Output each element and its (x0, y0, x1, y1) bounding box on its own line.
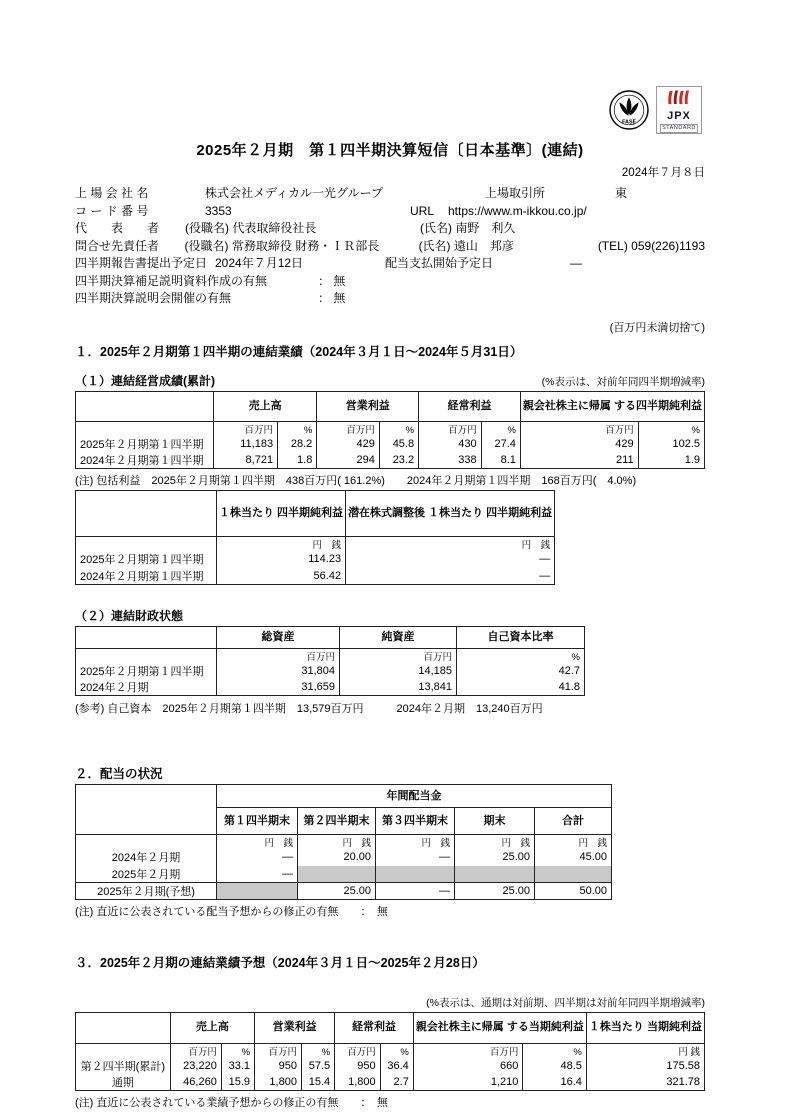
info-row-representative (75, 220, 705, 238)
financial-position-subheading: （２）連結財政状態 (75, 608, 184, 623)
table-header-row (76, 1012, 705, 1043)
company-info (75, 185, 705, 308)
unit-cell: 百万円 (419, 421, 482, 436)
blank-cell (76, 648, 217, 663)
shaded-cell (455, 866, 535, 883)
col-header-eps: １株当たり 当期純利益 (586, 1012, 704, 1043)
table-header-row (76, 391, 705, 421)
info-row-supplementary (75, 273, 705, 291)
unit-cell: % (380, 1043, 413, 1058)
info-row-briefing (75, 290, 705, 308)
info-label: コ ー ド 番 号 (75, 203, 149, 218)
value-cell: 56.42 (217, 568, 346, 585)
unit-row (76, 537, 555, 552)
unit-cell: 百万円 (317, 421, 380, 436)
info-row-filing-date (75, 255, 705, 273)
blank-header-cell (76, 626, 217, 648)
financial-position-table (75, 626, 585, 697)
unit-cell: 円 銭 (346, 537, 555, 552)
unit-cell: % (278, 421, 317, 436)
unit-cell: % (221, 1043, 254, 1058)
equity-ref-note: (参考) 自己資本 2025年２月期第１四半期 13,579百万円 2024年２月期 13,240百万円 (75, 703, 543, 715)
col-header-year-end: 期末 (455, 808, 535, 835)
col-header-net-assets: 純資産 (340, 626, 457, 648)
dividend-start-date: ― (570, 256, 582, 270)
table-row (76, 882, 612, 899)
forecast-table (75, 1012, 705, 1092)
row-label-cell: 2025年２月期 (76, 866, 217, 883)
unit-cell: 円 銭 (376, 835, 455, 850)
value-cell: 15.9 (221, 1074, 254, 1091)
value-cell: 660 (413, 1058, 523, 1075)
value-cell: 175.58 (586, 1058, 704, 1075)
table-header-row (76, 626, 585, 648)
exchange-value: 東 (615, 186, 628, 200)
section3-heading: ３．2025年２月期の連結業績予想（2024年３月１日～2025年２月28日） (75, 955, 485, 970)
value-cell: 11,183 (214, 436, 278, 453)
info-label: 四半期決算補足説明資料作成の有無 (75, 273, 268, 288)
contact-title: (役職名) 常務取締役 財務・ＩＲ部長 (184, 238, 380, 253)
value-cell: 31,804 (217, 663, 340, 680)
rounding-note: (百万円未満切捨て) (609, 321, 705, 334)
table-row (76, 1074, 705, 1091)
value-cell: 338 (419, 452, 482, 469)
jpx-logo (656, 86, 702, 134)
col-header-q2-end: 第２四半期末 (298, 808, 376, 835)
blank-header-cell (76, 491, 217, 537)
value-cell: 211 (520, 452, 638, 469)
row-label-cell: 2025年２月期第１四半期 (76, 551, 217, 568)
url-label: URL (410, 203, 435, 218)
row-label-cell: 2025年２月期(予想) (76, 882, 217, 899)
table-header-row (76, 491, 555, 537)
unit-cell: 円 銭 (217, 835, 298, 850)
value-cell: 46,260 (170, 1074, 221, 1091)
value-cell: 27.4 (481, 436, 520, 453)
col-header-ordinary-profit: 経常利益 (419, 391, 521, 421)
section1-heading: １．2025年２月期第１四半期の連結業績（2024年３月１日～2024年５月31日） (75, 344, 523, 359)
value-cell: 31,659 (217, 679, 340, 696)
blank-header-cell (76, 391, 214, 421)
unit-cell: 円 銭 (455, 835, 535, 850)
header-logos (609, 86, 702, 134)
dividend-note: (注) 直近に公表されている配当予想からの修正の有無 ： 無 (75, 905, 388, 918)
value-cell: 294 (317, 452, 380, 469)
col-header-diluted-eps: 潜在株式調整後 １株当たり 四半期純利益 (346, 491, 555, 537)
table-row (76, 849, 612, 866)
unit-cell: 円 銭 (217, 537, 346, 552)
value-cell: 33.1 (221, 1058, 254, 1075)
unit-row (76, 421, 705, 436)
unit-row (76, 835, 612, 850)
jpx-label: JPX (667, 110, 691, 122)
page-title: 2025年２月期 第１四半期決算短信〔日本基準〕(連結) (196, 142, 584, 159)
info-label: 上 場 会 社 名 (75, 186, 149, 200)
value-cell: 429 (317, 436, 380, 453)
results-note: (注) 包括利益 2025年２月期第１四半期 438百万円( 161.2%) 2024年２月期第１四半期 168百万円( 4.0%) (75, 475, 637, 487)
stock-code: 3353 (205, 203, 232, 218)
value-cell: 25.00 (455, 882, 535, 899)
value-cell: 15.4 (301, 1074, 334, 1091)
info-label: 四半期決算説明会開催の有無 (75, 291, 232, 305)
value-cell: 321.78 (586, 1074, 704, 1091)
unit-cell: 百万円 (214, 421, 278, 436)
value-cell: 42.7 (457, 663, 585, 680)
value-cell: 430 (419, 436, 482, 453)
row-label-cell: 2024年２月期 (76, 679, 217, 696)
section2-heading: ２．配当の状況 (75, 767, 163, 781)
blank-cell (76, 421, 214, 436)
info-label: 配当支払開始予定日 (385, 256, 494, 270)
info-row-code (75, 203, 705, 221)
blank-cell (76, 835, 217, 850)
company-name: 株式会社メディカル一光グループ (205, 186, 384, 200)
row-label-cell: 2024年２月期 (76, 849, 217, 866)
representative-name: (氏名) 南野 利久 (420, 221, 516, 235)
dividend-table (75, 784, 612, 900)
col-header-total: 合計 (535, 808, 612, 835)
value-cell: 1.8 (278, 452, 317, 469)
col-header-net-profit: 親会社株主に帰属 する四半期純利益 (520, 391, 704, 421)
representative-title: (役職名) 代表取締役社長 (185, 221, 317, 235)
value-cell: 8.1 (481, 452, 520, 469)
row-label-cell: 通期 (76, 1074, 171, 1091)
value-cell: 23,220 (170, 1058, 221, 1075)
value-cell: 25.00 (455, 849, 535, 866)
unit-cell: 円 銭 (535, 835, 612, 850)
unit-cell: 百万円 (413, 1043, 523, 1058)
unit-cell: % (523, 1043, 587, 1058)
info-row-company (75, 185, 705, 203)
unit-cell: % (481, 421, 520, 436)
blank-header-cell (76, 785, 217, 835)
info-label: 上場取引所 (485, 186, 546, 200)
value-cell: 950 (335, 1058, 380, 1075)
shaded-cell (535, 866, 612, 883)
row-label-cell: 第２四半期(累計) (76, 1058, 171, 1075)
eps-table (75, 490, 555, 585)
unit-cell: 百万円 (170, 1043, 221, 1058)
value-cell: 429 (520, 436, 638, 453)
info-label: 四半期報告書提出予定日 (75, 256, 208, 270)
unit-cell: 百万円 (340, 648, 457, 663)
info-label: 問合せ先責任者 (75, 238, 160, 253)
blank-cell (76, 1043, 171, 1058)
unit-cell: 百万円 (335, 1043, 380, 1058)
table-row (76, 679, 585, 696)
col-header-sales: 売上高 (214, 391, 317, 421)
unit-cell: % (638, 421, 704, 436)
value-cell: 1,800 (255, 1074, 302, 1091)
unit-cell: % (457, 648, 585, 663)
table-row (76, 866, 612, 883)
results-pct-note: (%表示は、対前年同四半期増減率) (541, 375, 705, 388)
col-header-net-profit: 親会社株主に帰属 する当期純利益 (413, 1012, 586, 1043)
contact-name: (氏名) 遠山 邦彦 (418, 238, 514, 253)
info-label: 代 表 者 (75, 221, 160, 235)
unit-cell: 百万円 (217, 648, 340, 663)
value-cell: ― (217, 866, 298, 883)
value-cell: 50.00 (535, 882, 612, 899)
value-cell: 57.5 (301, 1058, 334, 1075)
company-url-link[interactable]: https://www.m-ikkou.co.jp/ (448, 203, 587, 218)
col-header-total-assets: 総資産 (217, 626, 340, 648)
col-header-q3-end: 第３四半期末 (376, 808, 455, 835)
shaded-cell (376, 866, 455, 883)
table-row (76, 551, 555, 568)
unit-cell: % (301, 1043, 334, 1058)
value-cell: 25.00 (298, 882, 376, 899)
results-subheading: （１）連結経営成績(累計) (75, 373, 215, 388)
table-row (76, 452, 705, 469)
value-cell: ― (376, 849, 455, 866)
forecast-note: (注) 直近に公表されている業績予想からの修正の有無 ： 無 (75, 1097, 388, 1109)
fasf-logo-icon (609, 89, 649, 131)
supplementary-flag: ： 無 (318, 273, 346, 288)
jpx-bars-icon (666, 89, 692, 106)
row-label-cell: 2024年２月期第１四半期 (76, 568, 217, 585)
col-header-eps: １株当たり 四半期純利益 (217, 491, 346, 537)
unit-cell: 百万円 (255, 1043, 302, 1058)
value-cell: 114.23 (217, 551, 346, 568)
value-cell: 14,185 (340, 663, 457, 680)
value-cell: 41.8 (457, 679, 585, 696)
value-cell: 8,721 (214, 452, 278, 469)
col-header-annual-dividend: 年間配当金 (217, 785, 612, 808)
value-cell: 950 (255, 1058, 302, 1075)
row-label-cell: 2025年２月期第１四半期 (76, 436, 214, 453)
col-header-operating-profit: 営業利益 (317, 391, 419, 421)
col-header-q1-end: 第１四半期末 (217, 808, 298, 835)
forecast-pct-note: (%表示は、通期は対前期、四半期は対前年同四半期増減率) (426, 996, 705, 1009)
value-cell: 45.8 (379, 436, 418, 453)
shaded-cell (298, 866, 376, 883)
unit-cell: % (379, 421, 418, 436)
briefing-flag: ： 無 (318, 291, 346, 305)
unit-cell: 円 銭 (298, 835, 376, 850)
row-label-cell: 2025年２月期第１四半期 (76, 663, 217, 680)
unit-cell: 円 銭 (586, 1043, 704, 1058)
value-cell: 1.9 (638, 452, 704, 469)
value-cell: 1,800 (335, 1074, 380, 1091)
value-cell: ― (376, 882, 455, 899)
fasf-label: FASF (621, 119, 637, 126)
blank-cell (76, 537, 217, 552)
consolidated-results-table (75, 391, 705, 470)
table-header-row (76, 785, 612, 808)
table-row (76, 663, 585, 680)
value-cell: ― (217, 849, 298, 866)
value-cell: 13,841 (340, 679, 457, 696)
table-row (76, 436, 705, 453)
filing-date: 2024年７月12日 (215, 256, 304, 270)
value-cell: 20.00 (298, 849, 376, 866)
info-row-contact (75, 238, 705, 256)
value-cell: 16.4 (523, 1074, 587, 1091)
unit-cell: 百万円 (520, 421, 638, 436)
value-cell: 28.2 (278, 436, 317, 453)
value-cell: 23.2 (379, 452, 418, 469)
col-header-ordinary-profit: 経常利益 (335, 1012, 414, 1043)
table-row (76, 568, 555, 585)
value-cell: 102.5 (638, 436, 704, 453)
contact-tel: (TEL) 059(226)1193 (597, 238, 705, 253)
col-header-sales: 売上高 (170, 1012, 254, 1043)
blank-header-cell (76, 1012, 171, 1043)
unit-row (76, 648, 585, 663)
row-label-cell: 2024年２月期第１四半期 (76, 452, 214, 469)
value-cell: 1,210 (413, 1074, 523, 1091)
value-cell: ― (346, 568, 555, 585)
report-date: 2024年７月８日 (621, 167, 705, 179)
shaded-cell (217, 882, 298, 899)
value-cell: ― (346, 551, 555, 568)
value-cell: 36.4 (380, 1058, 413, 1075)
col-header-operating-profit: 営業利益 (255, 1012, 335, 1043)
value-cell: 45.00 (535, 849, 612, 866)
jpx-standard-label: STANDARD (660, 124, 698, 133)
unit-row (76, 1043, 705, 1058)
col-header-equity-ratio: 自己資本比率 (457, 626, 585, 648)
table-row (76, 1058, 705, 1075)
value-cell: 2.7 (380, 1074, 413, 1091)
value-cell: 48.5 (523, 1058, 587, 1075)
